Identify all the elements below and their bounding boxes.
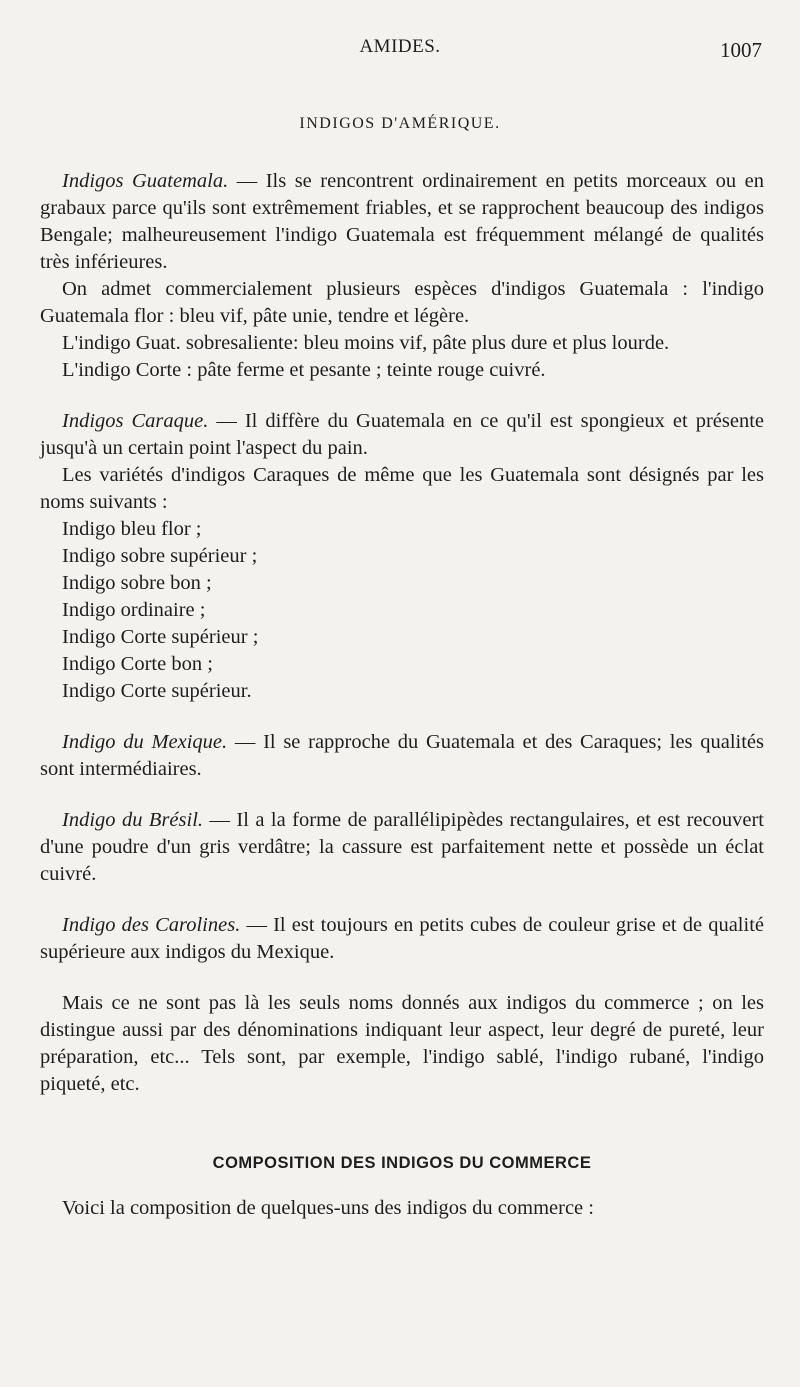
composition-heading: COMPOSITION DES INDIGOS DU COMMERCE <box>212 1154 592 1172</box>
list-item: Indigo bleu flor ; <box>62 518 202 540</box>
list-item: Indigo Corte supérieur ; <box>62 626 259 648</box>
term-guatemala: Indigos Guatemala. <box>62 170 229 192</box>
list-item: Indigo ordinaire ; <box>62 599 206 621</box>
term-mexique: Indigo du Mexique. <box>62 731 228 753</box>
running-head: AMIDES. <box>359 36 441 57</box>
list-item: Indigo Corte bon ; <box>62 653 213 675</box>
paragraph-mexique <box>40 729 764 783</box>
term-bresil: Indigo du Brésil. <box>62 809 204 831</box>
section-title: INDIGOS D'AMÉRIQUE. <box>299 115 501 132</box>
page-number: 1007 <box>720 38 762 62</box>
page-header <box>0 36 800 66</box>
paragraph-caraque-varieties: Les variétés d'indigos Caraques de même que les Guatemala sont désignés par les noms suivants : <box>40 464 764 513</box>
paragraph-carolines <box>40 912 764 966</box>
paragraph-composition-intro: Voici la composition de quelques-uns des indigos du commerce : <box>62 1197 594 1219</box>
paragraph-guatemala-species: On admet commercialement plusieurs espèces d'indigos Guatemala : l'indigo Guatemala flor : bleu vif, pâte unie, tendre et légère. <box>40 278 764 327</box>
term-caraque: Indigos Caraque. <box>62 410 209 432</box>
paragraph-other-names: Mais ce ne sont pas là les seuls noms donnés aux indigos du commerce ; on les distingue aussi par des dénominations indiquant leur aspect, leur degré de pureté, leur préparation, etc... Tels sont, par exemple, l'indigo sablé, l'indigo rubané, l'indigo piqueté, etc. <box>40 992 764 1095</box>
list-item: Indigo Corte supérieur. <box>62 680 252 702</box>
text-bresil: — Il a la forme de parallélipipèdes rectangulaires, et est recouvert d'une poudre d'un gris verdâtre; la cassure est parfaitement nette et possède un éclat cuivré. <box>40 809 764 885</box>
paragraph-guatemala <box>40 168 764 276</box>
varieties-list <box>40 516 764 705</box>
text-mexique: — Il se rapproche du Guatemala et des Caraques; les qualités sont intermédiaires. <box>40 731 764 780</box>
list-item: Indigo sobre bon ; <box>62 572 212 594</box>
term-carolines: Indigo des Carolines. <box>62 914 241 936</box>
text-caraque: — Il diffère du Guatemala en ce qu'il est spongieux et présente jusqu'à un certain point l'aspect du pain. <box>40 410 764 459</box>
page-body <box>40 168 764 1222</box>
paragraph-guatemala-sobresaliente: L'indigo Guat. sobresaliente: bleu moins vif, pâte plus dure et plus lourde. <box>62 332 670 354</box>
list-item: Indigo sobre supérieur ; <box>62 545 258 567</box>
paragraph-caraque <box>40 408 764 462</box>
paragraph-bresil <box>40 807 764 888</box>
text-guatemala: — Ils se rencontrent ordinairement en petits morceaux ou en grabaux parce qu'ils sont extrêmement friables, et se rapprochent beaucoup des indigos Bengale; malheureusement l'indigo Guatemala est fréquemment mélangé de qualités très inférieures. <box>40 170 764 273</box>
text-carolines: — Il est toujours en petits cubes de couleur grise et de qualité supérieure aux indigos du Mexique. <box>40 914 764 963</box>
paragraph-guatemala-corte: L'indigo Corte : pâte ferme et pesante ; teinte rouge cuivré. <box>62 359 546 381</box>
